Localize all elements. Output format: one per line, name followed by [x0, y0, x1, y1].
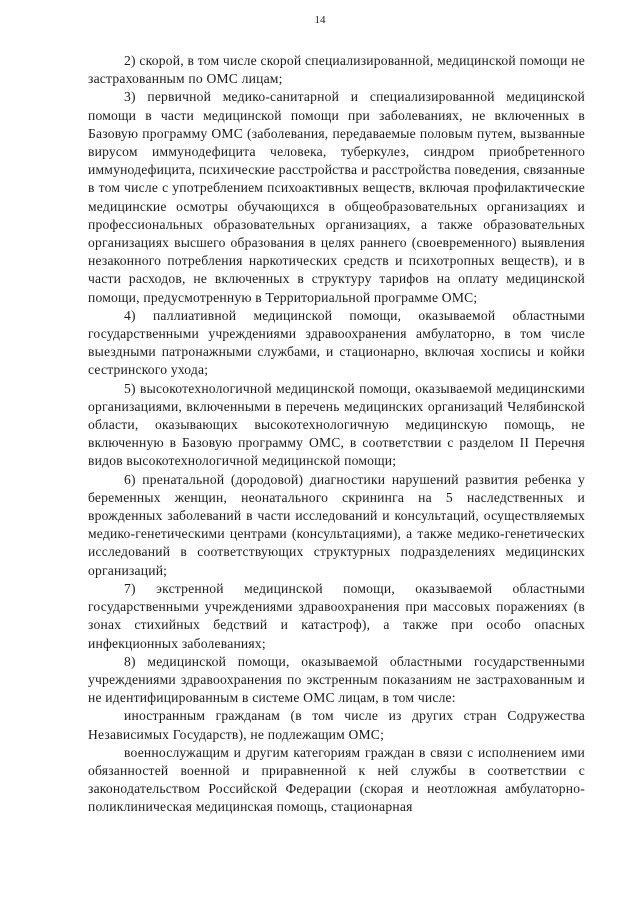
- paragraph-item-5: 5) высокотехнологичной медицинской помощи, оказываемой медицинскими организациями, включенными в перечень медицинских организаций Челябинской области, оказывающих высокотехнологичную медицинскую помощь, не включенную в Базовую программу ОМС, в соответствии с разделом II Перечня видов высокотехнологичной медицинской помощи;: [88, 380, 585, 469]
- paragraph-item-2: 2) скорой, в том числе скорой специализированной, медицинской помощи не застрахованным по ОМС лицам;: [88, 53, 585, 87]
- document-body: [88, 52, 585, 817]
- paragraph-item-3: 3) первичной медико-санитарной и специализированной медицинской помощи в части медицинской помощи при заболеваниях, не включенных в Базовую программу ОМС (заболевания, передаваемые половым путем, вызванные вирусом иммунодефицита человека, туберкулез, синдром приобретенного иммунодефицита, психические расстройства и расстройства поведения, связанные в том числе с употреблением психоактивных веществ, включая профилактические медицинские осмотры обучающихся в общеобразовательных организациях и профессиональных образовательных организациях, а также образовательных организациях высшего образования в целях раннего (своевременного) выявления незаконного потребления наркотических средств и психотропных веществ), и в части расходов, не включенных в структуру тарифов на оплату медицинской помощи, предусмотренную в Территориальной программе ОМС;: [88, 89, 585, 305]
- paragraph-item-4: 4) паллиативной медицинской помощи, оказываемой областными государственными учреждениями здравоохранения амбулаторно, в том числе выездными патронажными службами, и стационарно, включая хосписы и койки сестринского ухода;: [88, 307, 585, 378]
- paragraph-item-7: 7) экстренной медицинской помощи, оказываемой областными государственными учреждениями здравоохранения при массовых поражениях (в зонах стихийных бедствий и катастроф), а также при особо опасных инфекционных заболеваниях;: [88, 580, 585, 651]
- paragraph-military-personnel: военнослужащим и другим категориям граждан в связи с исполнением ими обязанностей военной и приравненной к ней службы в соответствии с законодательством Российской Федерации (скорая и неотложная амбулаторно-поликлиническая медицинская помощь, стационарная: [88, 744, 585, 815]
- page-number: 14: [314, 14, 326, 26]
- paragraph-foreign-citizens: иностранным гражданам (в том числе из других стран Содружества Независимых Государств), не подлежащим ОМС;: [88, 708, 585, 742]
- paragraph-item-8: 8) медицинской помощи, оказываемой областными государственными учреждениями здравоохранения по экстренным показаниям не застрахованным и не идентифицированным в системе ОМС лицам, в том числе:: [88, 653, 585, 706]
- paragraph-item-6: 6) пренатальной (дородовой) диагностики нарушений развития ребенка у беременных женщин, неонатального скрининга на 5 наследственных и врожденных заболеваний в части исследований и консультаций, осуществляемых медико-генетическими центрами (консультациями), а также медико-генетических исследований в соответствующих структурных подразделениях медицинских организаций;: [88, 471, 585, 578]
